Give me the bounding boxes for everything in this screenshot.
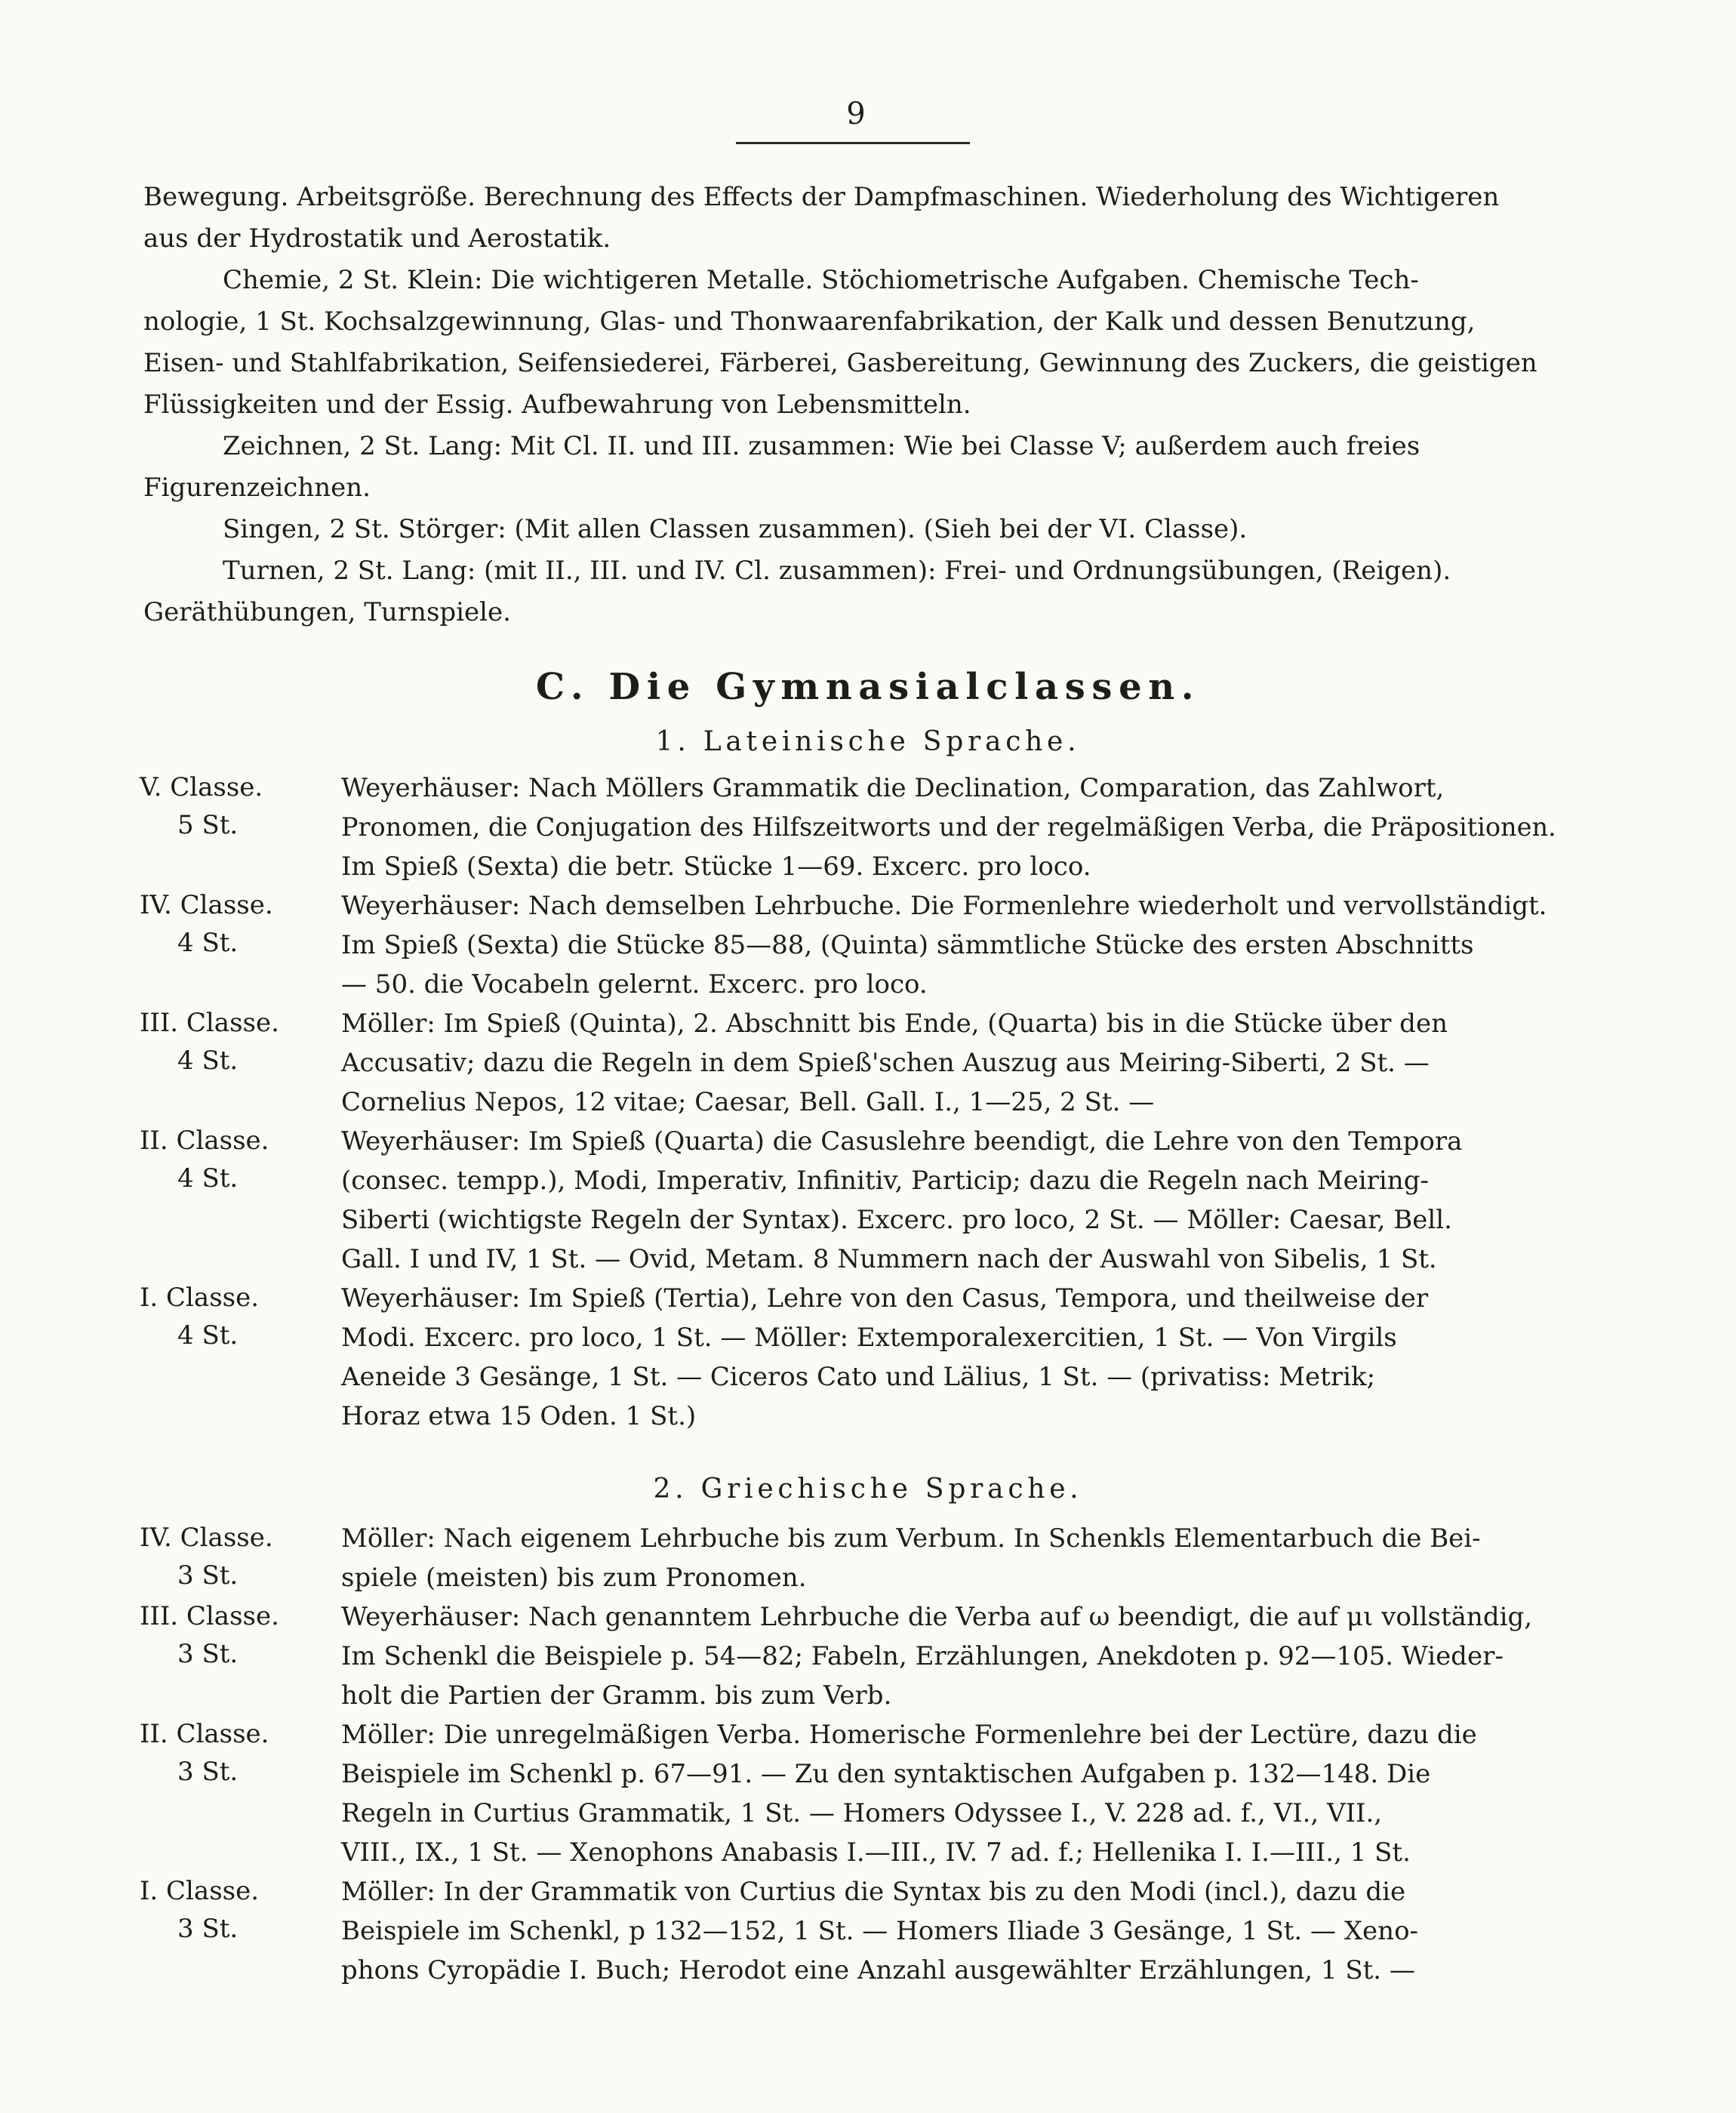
text-line: Cornelius Nepos, 12 vitae; Caesar, Bell. Gall. I., 1—25, 2 St. — <box>341 1087 1155 1117</box>
class-label <box>140 769 328 844</box>
class-name: III. Classe. <box>140 1601 279 1631</box>
latin-entry-text <box>341 886 1570 1004</box>
class-hours: 3 St. <box>177 1639 239 1669</box>
class-label <box>140 1279 328 1354</box>
intro-line: Eisen- und Stahlfabrikation, Seifensiederei, Färberei, Gasbereitung, Gewinnung des Zuckers, die geistigen <box>143 348 1537 378</box>
intro-line: Chemie, 2 St. Klein: Die wichtigeren Metalle. Stöchiometrische Aufgaben. Chemische Tech- <box>223 265 1419 295</box>
text-line: Weyerhäuser: Nach demselben Lehrbuche. Die Formenlehre wiederholt und vervollständigt. <box>341 891 1547 921</box>
text-line: Gall. I und IV, 1 St. — Ovid, Metam. 8 Nummern nach der Auswahl von Sibelis, 1 St. <box>341 1244 1437 1274</box>
greek-subheading: 2. Griechische Sprache. <box>653 1474 1083 1505</box>
intro-line: Singen, 2 St. Störger: (Mit allen Classen zusammen). (Sieh bei der VI. Classe). <box>223 514 1248 544</box>
text-line: Weyerhäuser: Nach genanntem Lehrbuche die Verba auf ω beendigt, die auf μι vollständig, <box>341 1602 1533 1632</box>
class-hours: 4 St. <box>177 928 239 958</box>
text-line: spiele (meisten) bis zum Pronomen. <box>341 1563 807 1593</box>
intro-line: Geräthübungen, Turnspiele. <box>143 597 511 627</box>
text-line: (consec. tempp.), Modi, Imperativ, Infinitiv, Particip; dazu die Regeln nach Meiring- <box>341 1166 1429 1196</box>
text-line: phons Cyropädie I. Buch; Herodot eine Anzahl ausgewählter Erzählungen, 1 St. — <box>341 1955 1415 1985</box>
greek-entry-text <box>341 1715 1570 1872</box>
intro-line: nologie, 1 St. Kochsalzgewinnung, Glas- und Thonwaarenfabrikation, der Kalk und dessen Benutzung, <box>143 306 1476 337</box>
class-hours: 4 St. <box>177 1046 239 1076</box>
class-name: II. Classe. <box>140 1719 269 1749</box>
class-hours: 4 St. <box>177 1320 239 1351</box>
text-line: Regeln in Curtius Grammatik, 1 St. — Homers Odyssee I., V. 228 ad. f., VI., VII., <box>341 1798 1383 1828</box>
latin-entry-text <box>341 1004 1570 1122</box>
intro-line: Flüssigkeiten und der Essig. Aufbewahrung von Lebensmitteln. <box>143 390 971 420</box>
class-hours: 3 St. <box>177 1560 239 1591</box>
text-line: Im Spieß (Sexta) die betr. Stücke 1—69. Excerc. pro loco. <box>341 852 1091 882</box>
latin-entry-text <box>341 769 1570 886</box>
text-line: Horaz etwa 15 Oden. 1 St.) <box>341 1401 697 1431</box>
latin-subheading: 1. Lateinische Sprache. <box>655 726 1081 757</box>
text-line: Beispiele im Schenkl, p 132—152, 1 St. — Homers Iliade 3 Gesänge, 1 St. — Xeno- <box>341 1916 1419 1946</box>
text-line: Accusativ; dazu die Regeln in dem Spieß'schen Auszug aus Meiring-Siberti, 2 St. — <box>341 1048 1430 1078</box>
class-hours: 5 St. <box>177 810 239 840</box>
intro-line: Bewegung. Arbeitsgröße. Berechnung des Effects der Dampfmaschinen. Wiederholung des Wichtigeren <box>143 182 1500 212</box>
class-name: III. Classe. <box>140 1008 279 1038</box>
text-line: VIII., IX., 1 St. — Xenophons Anabasis I.—III., IV. 7 ad. f.; Hellenika I. I.—III., 1 St. <box>341 1837 1411 1868</box>
class-label <box>140 1872 328 1948</box>
text-line: Aeneide 3 Gesänge, 1 St. — Ciceros Cato und Lälius, 1 St. — (privatiss: Metrik; <box>341 1362 1376 1392</box>
class-name: I. Classe. <box>140 1283 260 1313</box>
text-line: Pronomen, die Conjugation des Hilfszeitworts und der regelmäßigen Verba, die Präpositionen. <box>341 812 1556 842</box>
text-line: Weyerhäuser: Im Spieß (Tertia), Lehre von den Casus, Tempora, und theilweise der <box>341 1283 1429 1314</box>
intro-line: Turnen, 2 St. Lang: (mit II., III. und IV. Cl. zusammen): Frei- und Ordnungsübungen, (Reigen). <box>223 556 1451 586</box>
class-label <box>140 1519 328 1594</box>
latin-entry-text <box>341 1122 1570 1279</box>
class-label <box>140 1122 328 1197</box>
class-name: II. Classe. <box>140 1126 269 1156</box>
text-line: Möller: Die unregelmäßigen Verba. Homerische Formenlehre bei der Lectüre, dazu die <box>341 1720 1477 1750</box>
class-hours: 4 St. <box>177 1163 239 1194</box>
text-line: Im Spieß (Sexta) die Stücke 85—88, (Quinta) sämmtliche Stücke des ersten Abschnitts <box>341 930 1474 960</box>
latin-entry-text <box>341 1279 1570 1436</box>
class-label <box>140 1715 328 1791</box>
text-line: Möller: Nach eigenem Lehrbuche bis zum Verbum. In Schenkls Elementarbuch die Bei- <box>341 1523 1481 1554</box>
text-line: Im Schenkl die Beispiele p. 54—82; Fabeln, Erzählungen, Anekdoten p. 92—105. Wieder- <box>341 1641 1504 1671</box>
section-heading: C. Die Gymnasialclassen. <box>535 666 1201 708</box>
greek-entry-text <box>341 1519 1570 1597</box>
text-line: Weyerhäuser: Nach Möllers Grammatik die Declination, Comparation, das Zahlwort, <box>341 773 1445 803</box>
text-line: Siberti (wichtigste Regeln der Syntax). Excerc. pro loco, 2 St. — Möller: Caesar, Bell. <box>341 1205 1452 1235</box>
text-line: — 50. die Vocabeln gelernt. Excerc. pro loco. <box>341 969 928 1000</box>
class-name: V. Classe. <box>140 772 263 802</box>
class-name: I. Classe. <box>140 1876 260 1906</box>
class-label <box>140 886 328 962</box>
class-hours: 3 St. <box>177 1757 239 1787</box>
text-line: Beispiele im Schenkl p. 67—91. — Zu den syntaktischen Aufgaben p. 132—148. Die <box>341 1759 1431 1789</box>
text-line: Modi. Excerc. pro loco, 1 St. — Möller: Extemporalexercitien, 1 St. — Von Virgils <box>341 1323 1397 1353</box>
intro-line: aus der Hydrostatik und Aerostatik. <box>143 223 611 254</box>
greek-entry-text <box>341 1872 1570 1990</box>
intro-line: Figurenzeichnen. <box>143 473 371 503</box>
greek-entry-text <box>341 1597 1570 1715</box>
text-line: Weyerhäuser: Im Spieß (Quarta) die Casuslehre beendigt, die Lehre von den Tempora <box>341 1126 1463 1157</box>
class-label <box>140 1597 328 1673</box>
header-rule <box>736 142 970 144</box>
text-line: Möller: Im Spieß (Quinta), 2. Abschnitt bis Ende, (Quarta) bis in die Stücke über den <box>341 1009 1448 1039</box>
class-name: IV. Classe. <box>140 1523 273 1553</box>
class-hours: 3 St. <box>177 1914 239 1944</box>
intro-line: Zeichnen, 2 St. Lang: Mit Cl. II. und III. zusammen: Wie bei Classe V; außerdem auch freies <box>223 431 1421 461</box>
page-number: 9 <box>846 97 867 131</box>
class-label <box>140 1004 328 1080</box>
class-name: IV. Classe. <box>140 890 273 920</box>
text-line: holt die Partien der Gramm. bis zum Verb. <box>341 1680 892 1711</box>
text-line: Möller: In der Grammatik von Curtius die Syntax bis zu den Modi (incl.), dazu die <box>341 1877 1406 1907</box>
